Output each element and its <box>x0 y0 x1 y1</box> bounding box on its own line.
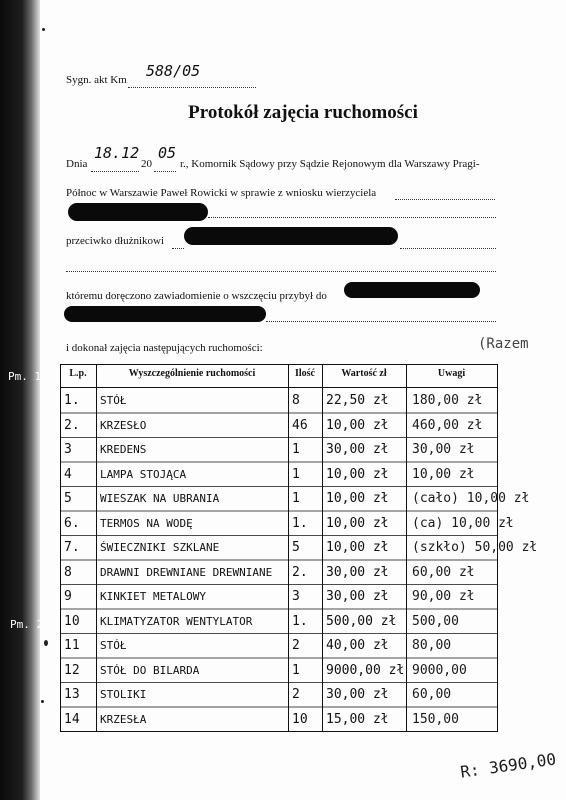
row-qty: 1 <box>292 491 300 506</box>
row-item: TERMOS NA WODĘ <box>100 516 193 530</box>
intro-line-3: przeciwko dłużnikowi <box>66 235 165 247</box>
row-value: 10,00 zł <box>326 540 389 555</box>
row-note: 30,00 zł <box>412 442 475 457</box>
row-lp: 9 <box>64 589 72 604</box>
row-lp: 10 <box>64 613 80 629</box>
row-note: 180,00 zł <box>412 393 483 408</box>
row-value: 10,00 zł <box>326 466 389 482</box>
row-qty: 8 <box>292 393 300 408</box>
row-qty: 5 <box>292 540 300 555</box>
row-note: 10,00 zł <box>412 466 475 482</box>
row-note: (szkło) 50,00 zł <box>412 540 538 555</box>
col-header-notes: Uwagi <box>437 368 466 379</box>
row-item: KREDENS <box>100 443 147 456</box>
case-signature-label: Sygn. akt Km <box>66 74 127 86</box>
row-note: 150,00 <box>412 711 459 727</box>
row-qty: 1 <box>292 662 300 678</box>
row-item: STÓŁ <box>100 639 127 652</box>
row-item: WIESZAK NA UBRANIA <box>100 492 220 505</box>
row-qty: 46 <box>292 417 308 433</box>
row-note: 60,00 <box>412 687 452 702</box>
row-note: 460,00 zł <box>412 417 483 433</box>
row-lp: 8 <box>64 564 72 580</box>
col-header-lp: L.p. <box>69 368 87 379</box>
row-value: 30,00 zł <box>326 687 389 702</box>
row-qty: 2 <box>292 638 300 653</box>
row-item: KLIMATYZATOR WENTYLATOR <box>100 614 253 628</box>
row-note: 9000,00 <box>412 662 467 678</box>
date-year: 05 <box>158 144 177 162</box>
row-value: 40,00 zł <box>326 638 389 653</box>
date-day: 18.12 <box>94 144 140 162</box>
margin-mark-1: Pm. 1 <box>8 370 42 383</box>
row-item: KINKIET METALOWY <box>100 590 206 603</box>
row-value: 10,00 zł <box>326 515 389 531</box>
row-lp: 3 <box>64 442 72 457</box>
row-lp: 11 <box>64 638 80 653</box>
row-item: ŚWIECZNIKI SZKLANE <box>100 541 220 554</box>
row-value: 30,00 zł <box>326 564 389 580</box>
date-century: 20 <box>141 158 152 170</box>
row-qty: 1. <box>292 613 308 629</box>
row-note: 90,00 zł <box>412 589 475 604</box>
row-value: 22,50 zł <box>326 393 389 408</box>
margin-note-right: (Razem <box>478 336 529 352</box>
total-note: R: 3690,00 <box>459 749 558 782</box>
row-qty: 1 <box>292 442 300 457</box>
row-item: LAMPA STOJĄCA <box>100 467 187 481</box>
row-lp: 5 <box>64 491 72 506</box>
row-note: 80,00 <box>412 638 452 653</box>
row-value: 30,00 zł <box>326 442 389 457</box>
row-qty: 2. <box>292 564 308 580</box>
row-item: KRZESŁO <box>100 418 147 432</box>
row-lp: 1. <box>64 393 80 408</box>
row-value: 10,00 zł <box>326 417 389 433</box>
row-item: STÓŁ <box>100 394 127 407</box>
col-header-item: Wyszczególnienie ruchomości <box>128 368 256 379</box>
intro-line-4: któremu doręczono zawiadomienie o wszczęciu przybył do <box>66 290 327 302</box>
row-item: STÓŁ DO BILARDA <box>100 663 200 677</box>
row-value: 15,00 zł <box>326 711 389 727</box>
row-lp: 2. <box>64 417 80 433</box>
row-lp: 13 <box>64 687 80 702</box>
intro-line-1: r., Komornik Sądowy przy Sądzie Rejonowym dla Warszawy Pragi- <box>180 158 480 170</box>
row-item: KRZESŁA <box>100 712 147 726</box>
row-lp: 4 <box>64 466 72 482</box>
col-header-qty: Ilość <box>295 368 315 379</box>
row-value: 9000,00 zł <box>326 662 405 678</box>
row-lp: 14 <box>64 711 80 727</box>
row-item: DRAWNI DREWNIANE DREWNIANE <box>100 565 273 579</box>
intro-line-2: Północ w Warszawie Paweł Rowicki w sprawie z wniosku wierzyciela <box>66 187 377 199</box>
row-qty: 3 <box>292 589 300 604</box>
case-signature-value: 588/05 <box>146 62 201 80</box>
row-qty: 1. <box>292 515 308 531</box>
row-note: 500,00 <box>412 613 459 629</box>
date-prefix: Dnia <box>66 158 88 170</box>
row-lp: 6. <box>64 515 80 531</box>
row-note: (cało) 10,00 zł <box>412 491 530 506</box>
col-header-value: Wartość zł <box>341 368 387 379</box>
page-title: Protokół zajęcia ruchomości <box>188 102 418 123</box>
intro-line-5: i dokonał zajęcia następujących ruchomości: <box>66 342 263 354</box>
row-qty: 2 <box>292 687 300 702</box>
row-note: (ca) 10,00 zł <box>412 515 514 531</box>
row-lp: 7. <box>64 540 80 555</box>
row-value: 30,00 zł <box>326 589 389 604</box>
row-item: STOLIKI <box>100 688 147 701</box>
row-qty: 1 <box>292 466 300 482</box>
row-qty: 10 <box>292 711 308 727</box>
margin-mark-2: Pm. 2 <box>10 618 44 631</box>
row-value: 10,00 zł <box>326 491 389 506</box>
row-note: 60,00 zł <box>412 564 475 580</box>
row-value: 500,00 zł <box>326 613 397 629</box>
row-lp: 12 <box>64 662 80 678</box>
